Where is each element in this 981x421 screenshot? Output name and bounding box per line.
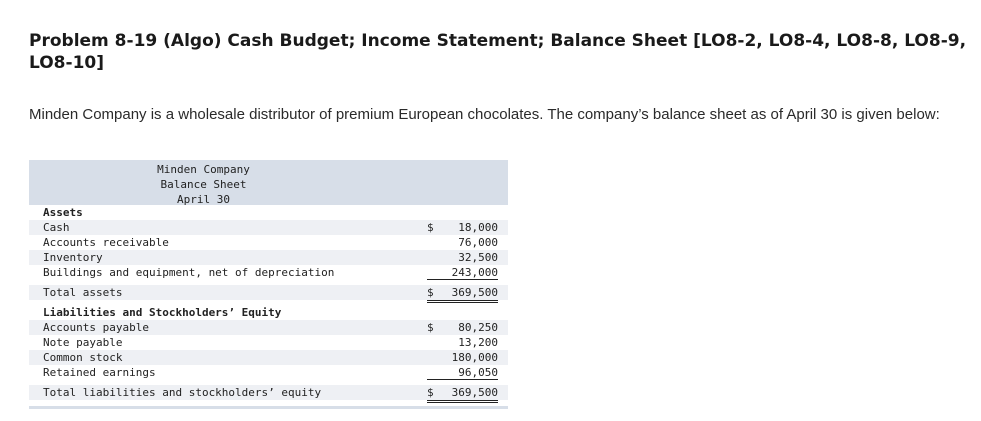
dollar-sign: $ [427, 221, 434, 234]
row-amount: 76,000 [458, 236, 498, 249]
row-amount: 369,500 [451, 386, 498, 399]
row-label: Cash [43, 221, 70, 234]
balance-sheet-header [29, 160, 508, 205]
row-amount: 18,000 [458, 221, 498, 234]
row-label: Buildings and equipment, net of depreciation [43, 266, 335, 279]
table-row [29, 265, 508, 280]
table-row [29, 350, 508, 365]
statement-date: April 30 [177, 193, 230, 206]
row-label: Total liabilities and stockholders’ equity [43, 386, 322, 399]
total-assets-row [29, 285, 508, 300]
row-label: Common stock [43, 351, 123, 364]
dollar-sign: $ [427, 286, 434, 299]
table-row [29, 250, 508, 265]
row-amount: 13,200 [458, 336, 498, 349]
table-bottom-border [29, 406, 508, 409]
dollar-sign: $ [427, 386, 434, 399]
liabilities-heading: Liabilities and Stockholders’ Equity [43, 306, 282, 319]
company-name: Minden Company [157, 163, 250, 176]
table-row [29, 235, 508, 250]
balance-sheet-table [29, 160, 508, 409]
problem-intro: Minden Company is a wholesale distributor of premium European chocolates. The company’s balance sheet as of April 30 is given below: [29, 106, 940, 123]
row-label: Inventory [43, 251, 103, 264]
row-amount: 369,500 [451, 286, 498, 299]
assets-heading: Assets [43, 206, 83, 219]
row-amount: 32,500 [458, 251, 498, 264]
total-liabilities-row [29, 385, 508, 400]
table-row [29, 220, 508, 235]
row-label: Total assets [43, 286, 123, 299]
row-label: Retained earnings [43, 366, 156, 379]
row-amount: 180,000 [451, 351, 498, 364]
liabilities-heading-row [29, 305, 508, 320]
dollar-sign: $ [427, 321, 434, 334]
row-amount: 243,000 [451, 266, 498, 279]
table-row [29, 320, 508, 335]
statement-name: Balance Sheet [160, 178, 247, 191]
row-label: Accounts payable [43, 321, 149, 334]
row-label: Accounts receivable [43, 236, 169, 249]
row-amount: 96,050 [458, 366, 498, 379]
table-row [29, 335, 508, 350]
row-label: Note payable [43, 336, 123, 349]
problem-title: Problem 8-19 (Algo) Cash Budget; Income Statement; Balance Sheet [LO8-2, LO8-4, LO8-8, LO8-9, LO8-10] [29, 31, 967, 73]
row-amount: 80,250 [458, 321, 498, 334]
table-row [29, 365, 508, 380]
assets-heading-row [29, 205, 508, 220]
